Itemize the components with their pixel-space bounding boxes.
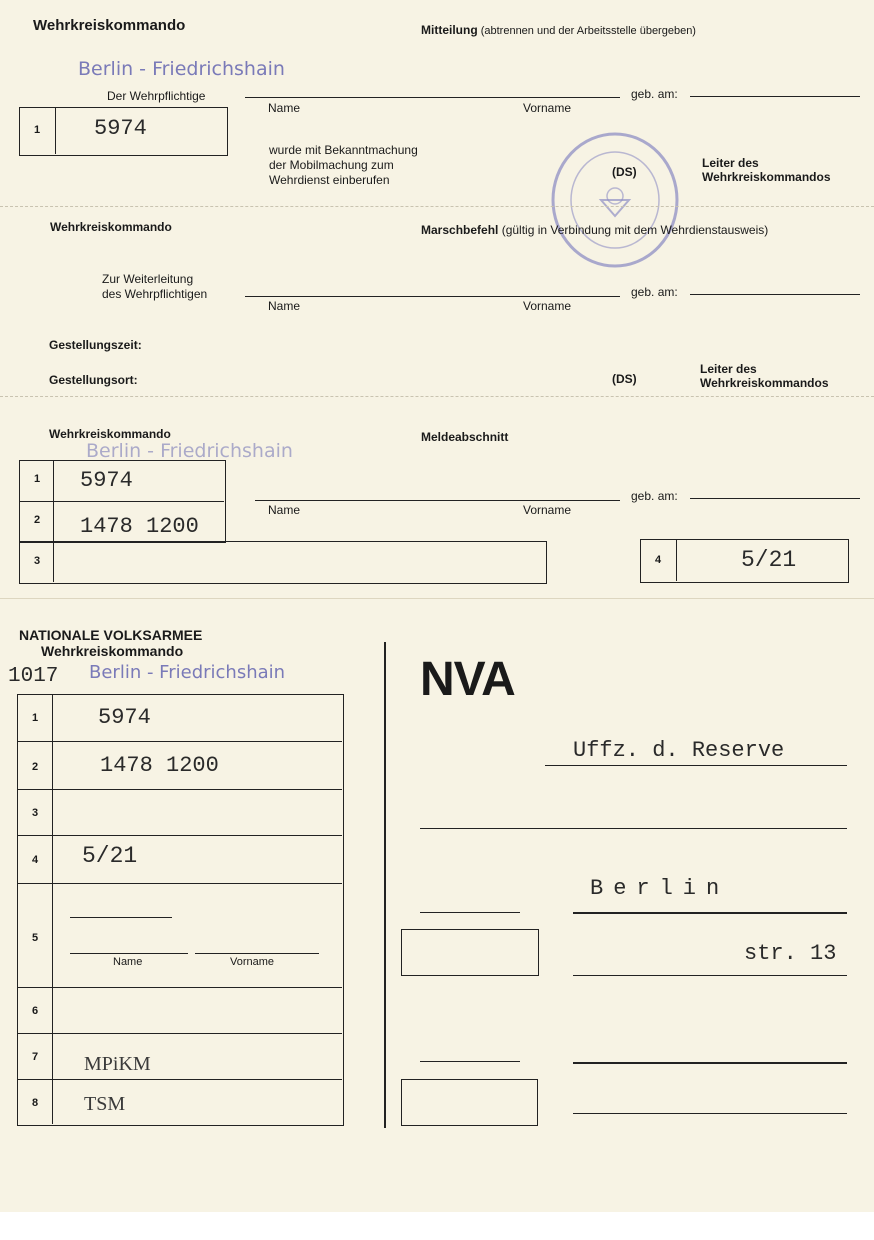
- card-row-divider: [18, 987, 342, 988]
- leiter-top-line-2: Wehrkreiskommandos: [702, 170, 831, 184]
- leiter-marsch: [700, 362, 829, 390]
- field-1-num-cell: [20, 108, 56, 154]
- card-row-divider: [18, 1079, 342, 1080]
- perforation-2: [0, 396, 874, 397]
- card-row-5-num: 5: [32, 932, 39, 944]
- melde-row-3-num: 3: [34, 555, 41, 567]
- field-1-box-top: [19, 107, 228, 156]
- postcode: 1017: [8, 665, 59, 688]
- wehrpflichtige-label: Der Wehrpflichtige: [107, 89, 206, 103]
- name-line-marsch: [245, 296, 620, 297]
- leiter-top: [702, 156, 831, 184]
- row5-vorname-label: Vorname: [230, 956, 275, 968]
- meldeabschnitt-heading: Meldeabschnitt: [421, 430, 509, 444]
- postcode-line: [420, 912, 520, 913]
- card-title-line-1: NATIONALE VOLKSARMEE: [19, 627, 203, 643]
- ds-marsch: (DS): [612, 372, 637, 386]
- melde-row-3-box: [19, 541, 547, 584]
- card-table: [17, 694, 344, 1126]
- melde-row-2-num: 2: [34, 514, 41, 526]
- melde-field-4-value: 5/21: [741, 547, 797, 573]
- geb-line-melde: [690, 498, 860, 499]
- card-row-7-value: MPiKM: [84, 1053, 151, 1075]
- marschbefehl-bold: Marschbefehl: [421, 223, 499, 237]
- card-row-6-num: 6: [32, 1005, 39, 1017]
- geb-line-top: [690, 96, 860, 97]
- weiterleitung-line-2: des Wehrpflichtigen: [102, 287, 208, 301]
- card-row-divider: [18, 835, 342, 836]
- name-label-top: Name: [268, 101, 301, 115]
- row5-vorname-line: [195, 953, 319, 954]
- address-line-2: [573, 1062, 847, 1064]
- card-row-divider: [18, 741, 342, 742]
- geb-label-melde: geb. am:: [631, 489, 678, 503]
- mitteilung-heading: [421, 23, 696, 37]
- card-row-8-num: 8: [32, 1097, 39, 1109]
- perforation-3: [0, 598, 874, 599]
- geb-label-top: geb. am:: [631, 87, 678, 101]
- einberufen-line-2: der Mobilmachung zum: [269, 158, 394, 172]
- city-line: [573, 912, 847, 914]
- wkk-title-marsch: Wehrkreiskommando: [50, 220, 172, 234]
- address-line-3: [573, 1113, 847, 1114]
- card-title: [19, 627, 202, 659]
- melde-row-1-num: 1: [34, 473, 41, 485]
- rank-value: Uffz. d. Reserve: [573, 738, 785, 763]
- leiter-top-line-1: Leiter des: [702, 156, 759, 170]
- address-line-1: [420, 828, 847, 829]
- name-label-marsch: Name: [268, 299, 301, 313]
- official-seal: [549, 130, 681, 270]
- street-value: str. 13: [744, 941, 837, 966]
- city-value: Berlin: [590, 876, 730, 901]
- melde-box-rows-1-2: [19, 460, 226, 543]
- name-label-melde: Name: [268, 503, 301, 517]
- gestellungszeit-label: Gestellungszeit:: [49, 338, 142, 352]
- vorname-label-top: Vorname: [523, 101, 572, 115]
- ds-top: (DS): [612, 165, 637, 179]
- rank-line: [545, 765, 847, 766]
- perforation-1: [0, 206, 874, 207]
- leiter-marsch-line-1: Leiter des: [700, 362, 757, 376]
- einberufen-text: [269, 143, 418, 188]
- weiterleitung-line-1: Zur Weiterleitung: [102, 272, 194, 286]
- nva-logo: NVA: [420, 653, 515, 706]
- card-vertical-divider: [384, 642, 386, 1128]
- card-row-4-value: 5/21: [82, 843, 138, 869]
- melde-row-2-value: 1478 1200: [80, 514, 199, 539]
- vorname-label-marsch: Vorname: [523, 299, 572, 313]
- card-row-divider: [18, 1033, 342, 1034]
- city-stamp-melde: Berlin - Friedrichshain: [86, 440, 293, 462]
- row5-name-label: Name: [113, 956, 143, 968]
- melde-row-divider: [20, 501, 224, 502]
- name-line-top: [245, 97, 620, 98]
- weiterleitung-text: [102, 272, 207, 302]
- melde-field-4-num: 4: [655, 554, 662, 566]
- einberufen-line-1: wurde mit Bekanntmachung: [269, 143, 418, 157]
- card-row-divider: [18, 789, 342, 790]
- card-row-3-num: 3: [32, 807, 39, 819]
- card-row-1-value: 5974: [98, 705, 151, 730]
- gestellungsort-label: Gestellungsort:: [49, 373, 138, 387]
- card-row-2-value: 1478 1200: [100, 753, 219, 778]
- city-stamp-card: Berlin - Friedrichshain: [89, 662, 286, 683]
- mitteilung-rest: (abtrennen und der Arbeitsstelle übergeben): [477, 25, 696, 37]
- city-stamp-top: Berlin - Friedrichshain: [78, 58, 285, 80]
- marschbefehl-heading: [421, 223, 768, 237]
- street-line: [573, 975, 847, 976]
- marschbefehl-rest: (gültig in Verbindung mit dem Wehrdienstausweis): [498, 223, 769, 237]
- melde-field-4-box: [640, 539, 849, 583]
- card-row-1-num: 1: [32, 712, 39, 724]
- wkk-title-top: Wehrkreiskommando: [33, 17, 186, 34]
- card-row-2-num: 2: [32, 761, 39, 773]
- address-line-short: [420, 1061, 520, 1062]
- wkk-title-melde: Wehrkreiskommando: [49, 427, 171, 441]
- einberufen-line-3: Wehrdienst einberufen: [269, 173, 390, 187]
- melde-row-1-value: 5974: [80, 468, 133, 493]
- card-row-divider: [18, 883, 342, 884]
- field-1-num: 1: [34, 124, 41, 136]
- row5-name-line: [70, 953, 188, 954]
- vorname-label-melde: Vorname: [523, 503, 572, 517]
- leiter-marsch-line-2: Wehrkreiskommandos: [700, 376, 829, 390]
- address-box-2: [401, 1079, 538, 1126]
- card-title-line-2: Wehrkreiskommando: [41, 643, 184, 659]
- name-line-melde: [255, 500, 620, 501]
- geb-line-marsch: [690, 294, 860, 295]
- card-row-7-num: 7: [32, 1051, 39, 1063]
- geb-label-marsch: geb. am:: [631, 285, 678, 299]
- address-box-1: [401, 929, 539, 976]
- card-row-4-num: 4: [32, 854, 39, 866]
- card-row-8-value: TSM: [84, 1093, 126, 1115]
- field-1-value: 5974: [94, 116, 147, 141]
- mitteilung-bold: Mitteilung: [421, 23, 478, 37]
- row5-short-line: [70, 917, 172, 918]
